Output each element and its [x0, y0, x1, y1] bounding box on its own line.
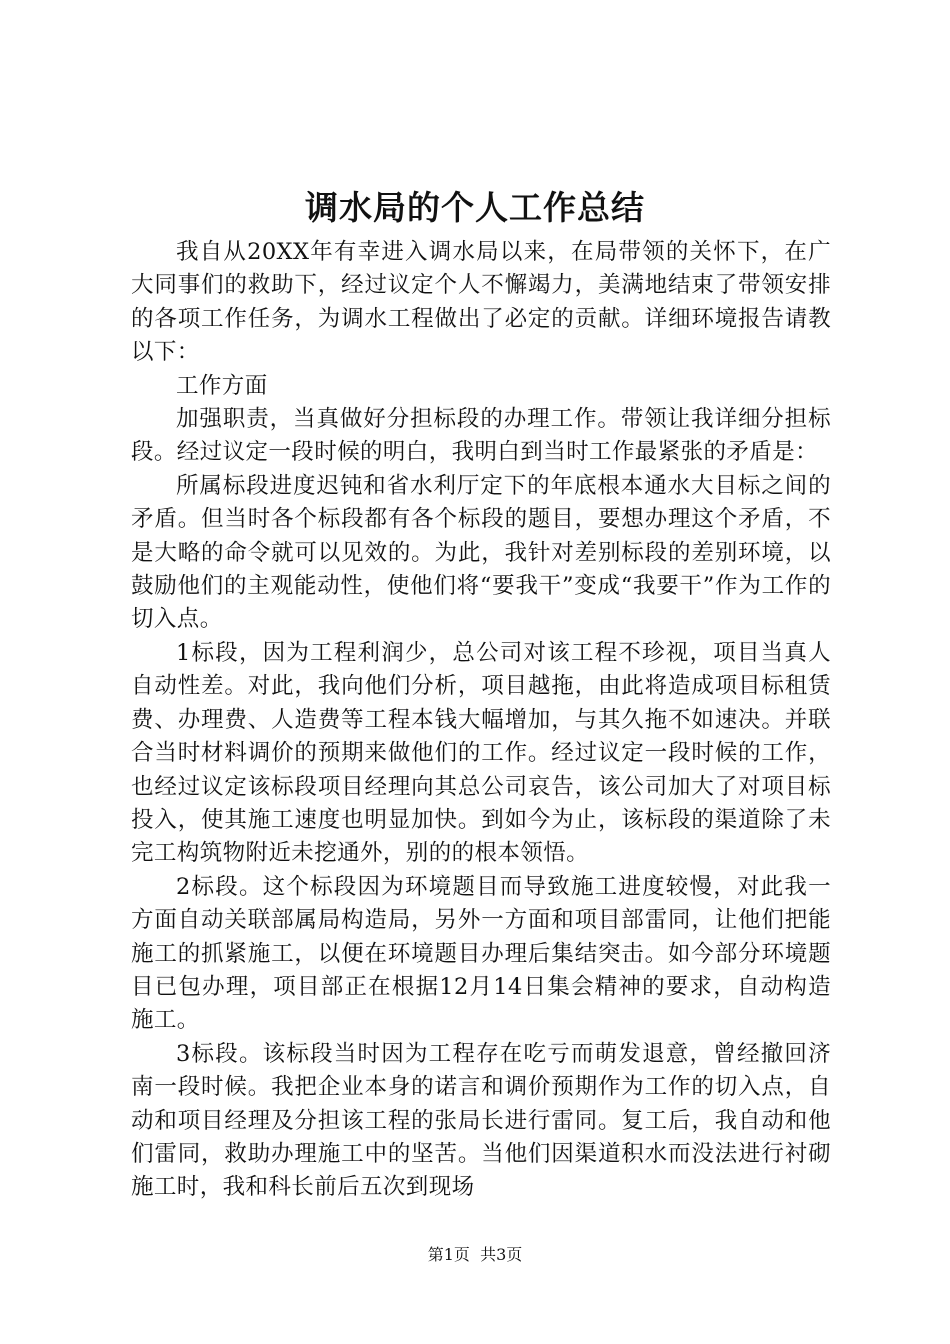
paragraph-section-1: 1标段，因为工程利润少，总公司对该工程不珍视，项目当真人自动性差。对此，我向他们分析，项目越拖，由此将造成项目标租赁费、办理费、人造费等工程本钱大幅增加，与其久拖不如速决。并联合当时材料调价的预期来做他们的工作。经过议定一段时候的工作，也经过议定该标段项目经理向其总公司哀告，该公司加大了对项目标投入，使其施工速度也明显加快。到如今为止，该标段的渠道除了未完工构筑物附近未挖通外，别的的根本领悟。	[131, 639, 831, 867]
paragraph-intro: 我自从20XX年有幸进入调水局以来，在局带领的关怀下，在广大同事们的救助下，经过议定个人不懈竭力，美满地结束了带领安排的各项工作任务，为调水工程做出了必定的贡献。详细环境报告请教以下：	[131, 239, 831, 366]
paragraph-section-2: 2标段。这个标段因为环境题目而导致施工进度较慢，对此我一方面自动关联部属局构造局，另外一方面和项目部雷同，让他们把能施工的抓紧施工，以便在环境题目办理后集结突击。如今部分环境题目已包办理，项目部正在根据12月14日集会精神的要求，自动构造施工。	[131, 873, 831, 1034]
paragraph-conflict: 所属标段进度迟钝和省水利厅定下的年底根本通水大目标之间的矛盾。但当时各个标段都有各个标段的题目，要想办理这个矛盾，不是大略的命令就可以见效的。为此，我针对差别标段的差别环境，以鼓励他们的主观能动性，使他们将“要我干”变成“我要干”作为工作的切入点。	[131, 472, 831, 633]
page-title: 调水局的个人工作总结	[305, 188, 645, 227]
page-footer	[0, 1244, 950, 1266]
paragraph-section-3: 3标段。该标段当时因为工程存在吃亏而萌发退意，曾经撤回济南一段时候。我把企业本身的诺言和调价预期作为工作的切入点，自动和项目经理及分担该工程的张局长进行雷同。复工后，我自动和他们雷同，救助办理施工中的坚苦。当他们因渠道积水而没法进行衬砌施工时，我和科长前后五次到现场	[131, 1040, 831, 1201]
section-heading-work: 工作方面	[176, 372, 268, 399]
page-total: 共3页	[480, 1245, 523, 1264]
document-body	[131, 236, 831, 1205]
footer-spacer	[470, 1245, 480, 1264]
page-number: 第1页	[427, 1245, 470, 1264]
paragraph-responsibility: 加强职责，当真做好分担标段的办理工作。带领让我详细分担标段。经过议定一段时候的明白，我明白到当时工作最紧张的矛盾是：	[131, 406, 831, 466]
